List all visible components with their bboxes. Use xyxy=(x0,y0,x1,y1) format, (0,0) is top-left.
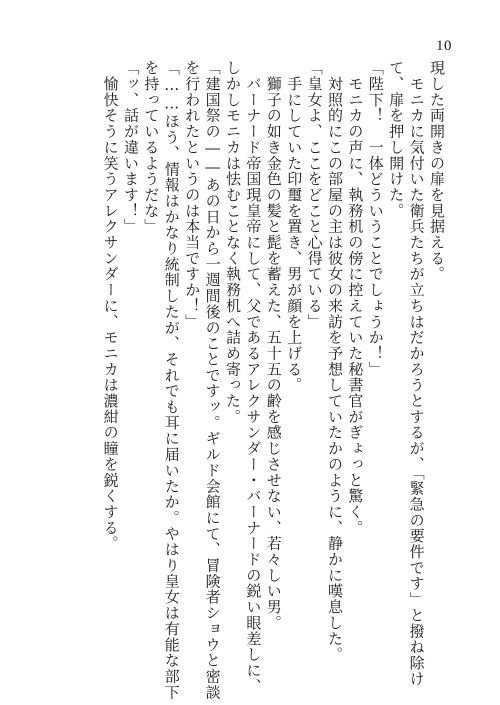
text-line: 「ッ、話が違います！」 xyxy=(122,60,140,235)
text-line: モニカの声に、執務机の傍に控えていた秘書官がぎょっと驚く。 xyxy=(346,60,365,536)
text-line: て、扉を押し開けた。 xyxy=(387,60,406,219)
text-line: しかしモニカは怯むことなく執務机へ詰め寄った。 xyxy=(224,60,242,425)
text-line: 「陛下！ 一体どういうことでしょうか！」 xyxy=(366,60,385,377)
text-line: 「建国祭の――あの日から一週間後のことですッ。ギルド会館にて、冒険者ショウと密談 xyxy=(203,60,222,700)
text-line: モニカに気付いた衛兵たちが立ちはだかろうとするが、「緊急の要件です」と撥ね除け xyxy=(407,60,426,687)
text-line: バーナード帝国現皇帝にして、父であるアレクサンダー・バーナードの鋭い眼差しに、 xyxy=(244,60,263,694)
text-line: を持っているようだな」 xyxy=(142,60,161,235)
text-line: 「皇女よ、ここをどこと心得ている」 xyxy=(305,60,324,330)
text-line: 「……ほう、情報はかなり統制したが、それでも耳に届いたか。やはり皇女は有能な部下 xyxy=(162,60,181,700)
text-line: 現した両開きの扉を見据える。 xyxy=(428,60,446,282)
text-line: 対照的にこの部屋の主は彼女の来訪を予想していたかのように、静かに嘆息した。 xyxy=(326,60,344,663)
page-number: 10 xyxy=(436,38,452,54)
vertical-text-block xyxy=(92,60,447,700)
text-line: を行われたというのは本当ですか！」 xyxy=(183,60,202,330)
text-line: 愉快そうに笑うアレクサンダーに、モニカは濃紺の瞳を鋭くする。 xyxy=(101,60,120,552)
text-line: 手にしていた印璽を置き、男が顔を上げる。 xyxy=(285,60,304,393)
text-line: 獅子の如き金色の髪と髭を蓄えた、五十五の齢を感じさせない、若々しい男。 xyxy=(264,60,283,631)
